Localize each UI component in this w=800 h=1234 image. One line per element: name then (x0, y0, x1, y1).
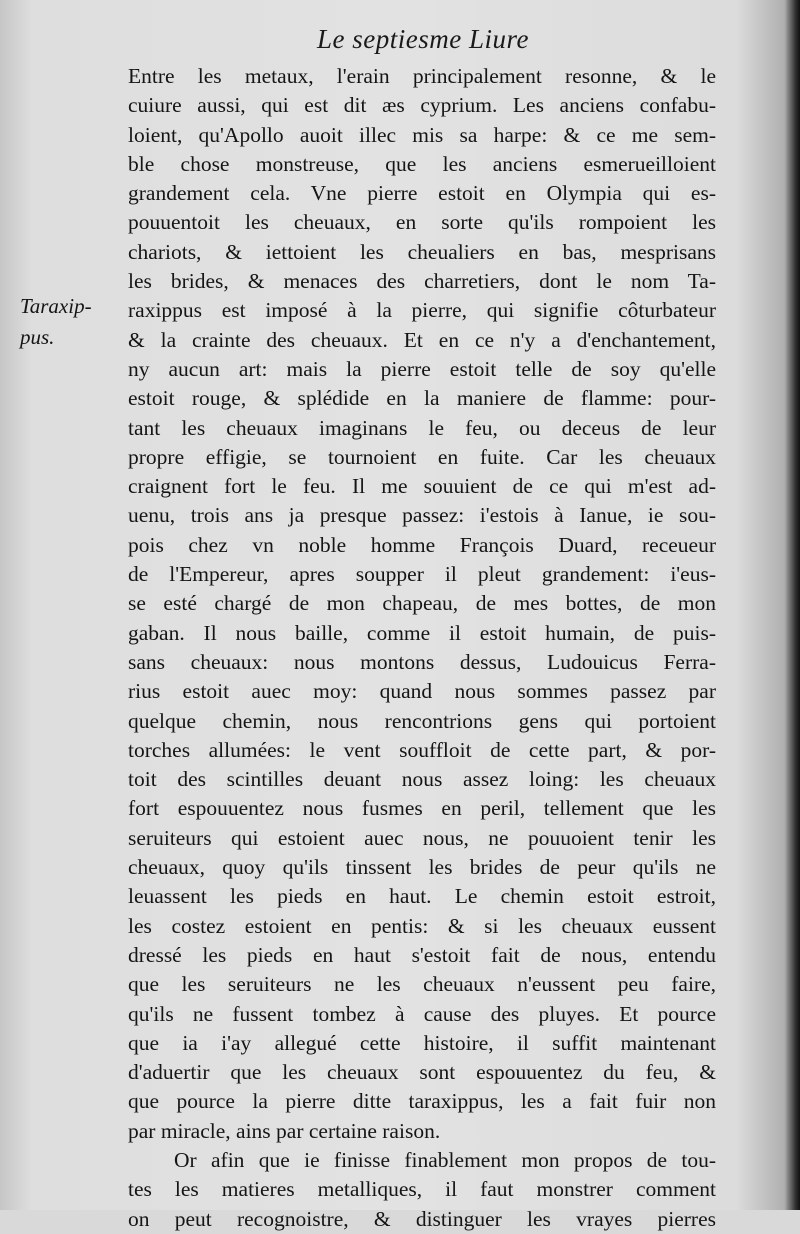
text-line: gaban. Il nous baille, comme il estoit humain, de puis- (128, 620, 716, 645)
text-line: raxippus est imposé à la pierre, qui signifie côturbateur (128, 298, 716, 323)
text-line: pois chez vn noble homme François Duard, receueur (128, 532, 716, 557)
text-line: uenu, trois ans ja presque passez: i'estois à Ianue, ie sou- (128, 503, 716, 528)
margin-note-line: pus. (20, 325, 55, 349)
text-line: que ia i'ay allegué cette histoire, il suffit maintenant (128, 1030, 716, 1055)
text-line: quelque chemin, nous rencontrions gens qui portoient (128, 708, 716, 733)
text-line: ble chose monstreuse, que les anciens esmerueilloient (128, 151, 716, 176)
text-line: cuiure aussi, qui est dit æs cyprium. Les anciens confabu- (128, 93, 716, 118)
text-line: se esté chargé de mon chapeau, de mes bottes, de mon (128, 591, 716, 616)
text-line: tes les matieres metalliques, il faut monstrer comment (128, 1177, 716, 1202)
text-line: que pource la pierre ditte taraxippus, les a fait fuir non (128, 1089, 716, 1114)
text-line: grandement cela. Vne pierre estoit en Olympia qui es- (128, 181, 716, 206)
body-text (128, 62, 716, 1234)
text-line: & la crainte des cheuaux. Et en ce n'y a d'enchantement, (128, 327, 716, 352)
text-line: sans cheuaux: nous montons dessus, Ludouicus Ferra- (128, 649, 716, 674)
text-line: seruiteurs qui estoient auec nous, ne pouuoient tenir les (128, 825, 716, 850)
text-line: d'aduertir que les cheuaux sont espouuentez du feu, & (128, 1060, 716, 1085)
text-line: par miracle, ains par certaine raison. (128, 1118, 441, 1143)
text-line: qu'ils ne fussent tombez à cause des pluyes. Et pource (128, 1001, 716, 1026)
text-line: les costez estoient en pentis: & si les cheuaux eussent (128, 913, 716, 938)
text-line: estoit rouge, & splédide en la maniere de flamme: pour- (128, 386, 716, 411)
text-line: que les seruiteurs ne les cheuaux n'eussent peu faire, (128, 972, 716, 997)
page-edge-shadow (786, 0, 800, 1210)
text-line: craignent fort le feu. Il me souuient de ce qui m'est ad- (128, 474, 716, 499)
text-line: pouuentoit les cheuaux, en sorte qu'ils rompoient les (128, 210, 716, 235)
text-line: de l'Empereur, apres soupper il pleut grandement: i'eus- (128, 562, 716, 587)
text-line: fort espouuentez nous fusmes en peril, tellement que les (128, 796, 716, 821)
text-line: on peut recognoistre, & distinguer les vrayes pierres (128, 1206, 716, 1231)
text-line: tant les cheuaux imaginans le feu, ou deceus de leur (128, 415, 716, 440)
text-line: Or afin que ie finisse finablement mon propos de tou- (174, 1147, 716, 1172)
text-line: Entre les metaux, l'erain principalement resonne, & le (128, 64, 716, 88)
text-line: toit des scintilles deuant nous assez loing: les cheuaux (128, 767, 716, 792)
margin-note (20, 291, 130, 353)
text-line: loient, qu'Apollo auoit illec mis sa harpe: & ce me sem- (128, 122, 716, 147)
text-line: les brides, & menaces des charretiers, dont le nom Ta- (128, 269, 716, 294)
text-line: cheuaux, quoy qu'ils tinssent les brides de peur qu'ils ne (128, 855, 716, 880)
text-line: ny aucun art: mais la pierre estoit telle de soy qu'elle (128, 356, 716, 381)
text-line: torches allumées: le vent souffloit de cette part, & por- (128, 737, 716, 762)
text-line: leuassent les pieds en haut. Le chemin estoit estroit, (128, 884, 716, 909)
running-header (0, 24, 800, 55)
margin-note-line: Taraxip- (20, 294, 92, 318)
text-line: chariots, & iettoient les cheualiers en bas, mesprisans (128, 239, 716, 264)
text-line: propre effigie, se tournoient en fuite. Car les cheuaux (128, 444, 716, 469)
text-line: dressé les pieds en haut s'estoit fait de nous, entendu (128, 942, 716, 967)
text-line: rius estoit auec moy: quand nous sommes passez par (128, 679, 716, 704)
running-title: Le septiesme Liure (317, 24, 529, 54)
